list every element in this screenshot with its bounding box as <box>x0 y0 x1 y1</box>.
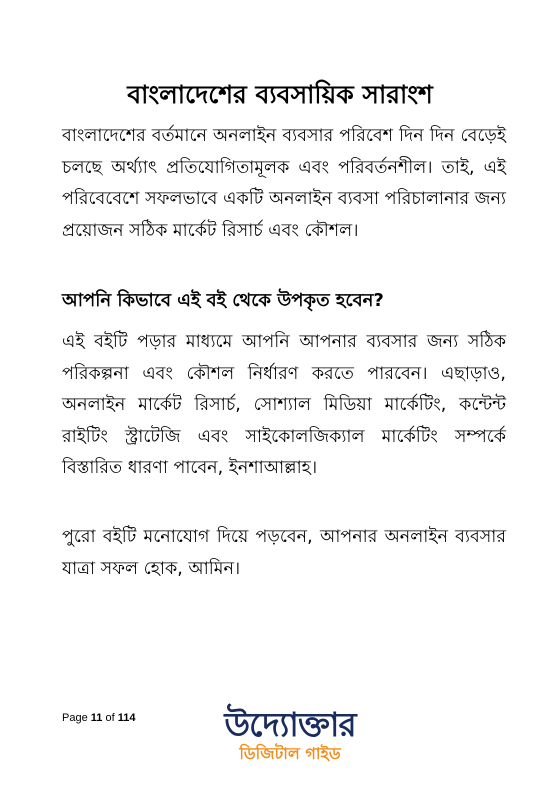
page-current: 11 <box>90 712 103 724</box>
intro-paragraph: বাংলাদেশের বর্তমানে অনলাইন ব্যবসার পরিবেশ দিন দিন বেড়েই চলছে অর্থ্যাৎ প্রতিযোগিতামূলক এবং পরিবর্তনশীল। তাই, এই পরিবেবেশে সফলভাবে একটি অনলাইন ব্যবসা পরিচালানার জন্য প্রয়োজন সঠিক মার্কেট রিসার্চ এবং কৌশল। <box>62 126 506 241</box>
page-word: Page <box>62 712 88 724</box>
logo-main-text: উদ্যোক্তার <box>224 705 356 744</box>
logo-sub-text: ডিজিটাল গাইড <box>239 744 341 763</box>
of-word: of <box>105 712 115 724</box>
closing-paragraph: পুরো বইটি মনোযোগ দিয়ে পড়বেন, আপনার অনলাইন ব্যবসার যাত্রা সফল হোক, আমিন। <box>62 527 506 579</box>
page-title: বাংলাদেশের ব্যবসায়িক সারাংশ <box>127 80 433 109</box>
page-total: 114 <box>117 712 136 724</box>
benefits-paragraph: এই বইটি পড়ার মাধ্যমে আপনি আপনার ব্যবসার জন্য সঠিক পরিকল্পনা এবং কৌশল নির্ধারণ করতে পারবেন। এছাড়াও, অনলাইন মার্কেট রিসার্চ, সোশ্যাল মিডিয়া মার্কেটিং, কন্টেন্ট রাইটিং স্ট্রাটেজি এবং সাইকোলজিক্যাল মার্কেটিং সম্পর্কে বিস্তারিত ধারণা পাবেন, ইনশাআল্লাহ। <box>62 332 506 478</box>
page-number <box>62 711 135 725</box>
section-heading: আপনি কিভাবে এই বই থেকে উপকৃত হবেন? <box>62 290 384 311</box>
brand-logo <box>210 705 370 765</box>
